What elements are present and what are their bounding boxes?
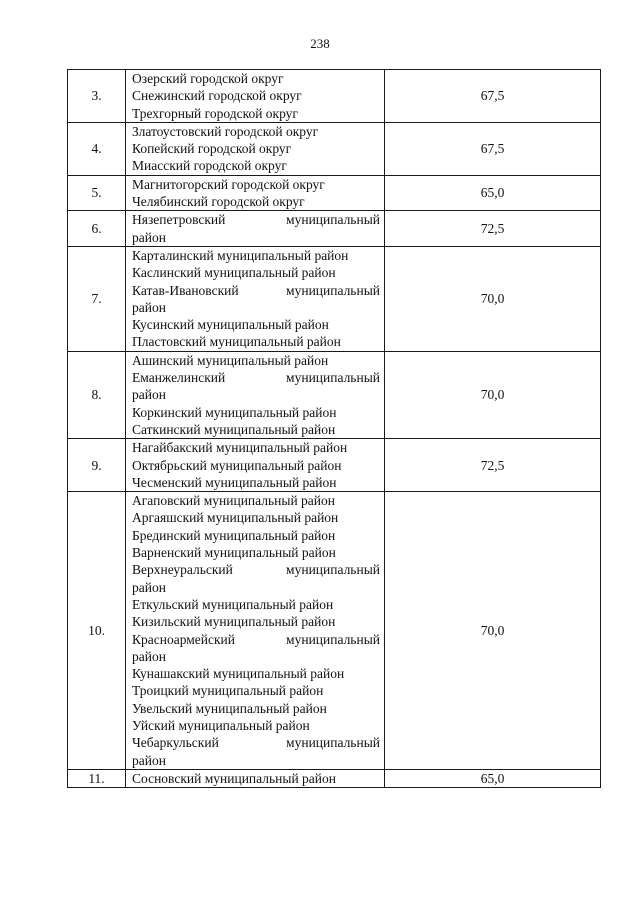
district-name-word: Красноармейский (132, 631, 236, 647)
row-number: 10. (68, 492, 126, 770)
district-name: Троицкий муниципальный район (132, 683, 324, 699)
district-name-word: муниципальный (286, 212, 380, 228)
district-names-cell (126, 439, 385, 492)
table-row (68, 122, 601, 175)
district-name: Каслинский муниципальный район (132, 265, 336, 281)
district-name: Ашинский муниципальный район (132, 352, 329, 368)
district-name-word: Верхнеуральский (132, 562, 233, 578)
district-name-word: муниципальный (286, 562, 380, 578)
row-value: 70,0 (385, 351, 601, 438)
row-value: 67,5 (385, 122, 601, 175)
table-row (68, 492, 601, 770)
district-names-cell (126, 70, 385, 123)
district-name: Коркинский муниципальный район (132, 404, 337, 420)
district-name: Увельский муниципальный район (132, 700, 327, 716)
district-name: Кунашакский муниципальный район (132, 666, 345, 682)
district-name-word: Чебаркульский (132, 735, 219, 751)
districts-table (67, 69, 601, 788)
row-number: 4. (68, 122, 126, 175)
district-name-word: муниципальный (286, 631, 380, 647)
district-name: Октябрьский муниципальный район (132, 457, 342, 473)
district-name: Копейский городской округ (132, 141, 292, 157)
district-name (132, 282, 380, 299)
row-number: 6. (68, 211, 126, 247)
district-name (132, 561, 380, 578)
district-name (132, 631, 380, 648)
district-name-word: муниципальный (286, 282, 380, 298)
district-names-cell (126, 246, 385, 351)
district-name: район (132, 752, 166, 768)
row-number: 5. (68, 175, 126, 211)
table-row (68, 439, 601, 492)
district-name: Магнитогорский городской округ (132, 176, 325, 192)
district-name: район (132, 648, 166, 664)
district-names-cell (126, 769, 385, 787)
row-value: 70,0 (385, 492, 601, 770)
district-name: Аргаяшский муниципальный район (132, 510, 339, 526)
table-row (68, 246, 601, 351)
district-name: Челябинский городской округ (132, 194, 305, 210)
district-names-cell (126, 175, 385, 211)
district-names-cell (126, 492, 385, 770)
district-name: Нагайбакский муниципальный район (132, 440, 348, 456)
district-name: Брединский муниципальный район (132, 527, 336, 543)
row-value: 65,0 (385, 175, 601, 211)
district-name-word: муниципальный (286, 735, 380, 751)
district-name: Саткинский муниципальный район (132, 421, 336, 437)
row-value: 72,5 (385, 211, 601, 247)
district-name: Карталинский муниципальный район (132, 247, 349, 263)
district-name (132, 369, 380, 386)
district-name-word: Еманжелинский (132, 370, 226, 386)
row-number: 11. (68, 769, 126, 787)
district-name: Пластовский муниципальный район (132, 334, 341, 350)
row-value: 65,0 (385, 769, 601, 787)
district-name: Агаповский муниципальный район (132, 493, 336, 509)
district-name-word: муниципальный (286, 370, 380, 386)
row-number: 9. (68, 439, 126, 492)
district-name: Миасский городской округ (132, 158, 287, 174)
district-name: Варненский муниципальный район (132, 545, 336, 561)
district-name: Златоустовский городской округ (132, 123, 319, 139)
table-row (68, 70, 601, 123)
district-name: Сосновский муниципальный район (132, 770, 336, 786)
district-name: район (132, 579, 166, 595)
row-number: 3. (68, 70, 126, 123)
district-name: район (132, 299, 166, 315)
row-number: 7. (68, 246, 126, 351)
district-name: Кизильский муниципальный район (132, 614, 336, 630)
district-name: Озерский городской округ (132, 71, 284, 86)
district-name-word: Катав-Ивановский (132, 282, 239, 298)
row-value: 70,0 (385, 246, 601, 351)
table-row (68, 211, 601, 247)
district-name: Еткульский муниципальный район (132, 596, 334, 612)
district-name: район (132, 229, 166, 245)
district-name: Кусинский муниципальный район (132, 317, 329, 333)
district-name (132, 211, 380, 228)
district-name (132, 734, 380, 751)
district-name: Уйский муниципальный район (132, 717, 310, 733)
district-name: Снежинский городской округ (132, 88, 302, 104)
district-name: Трехгорный городской округ (132, 105, 298, 121)
table-row (68, 769, 601, 787)
district-names-cell (126, 211, 385, 247)
district-names-cell (126, 122, 385, 175)
district-name-word: Нязепетровский (132, 212, 226, 228)
district-name: Чесменский муниципальный район (132, 474, 337, 490)
table-row (68, 175, 601, 211)
district-name: район (132, 387, 166, 403)
row-value: 67,5 (385, 70, 601, 123)
table-row (68, 351, 601, 438)
page-number: 238 (310, 36, 330, 51)
row-value: 72,5 (385, 439, 601, 492)
row-number: 8. (68, 351, 126, 438)
district-names-cell (126, 351, 385, 438)
table-body (68, 70, 601, 788)
